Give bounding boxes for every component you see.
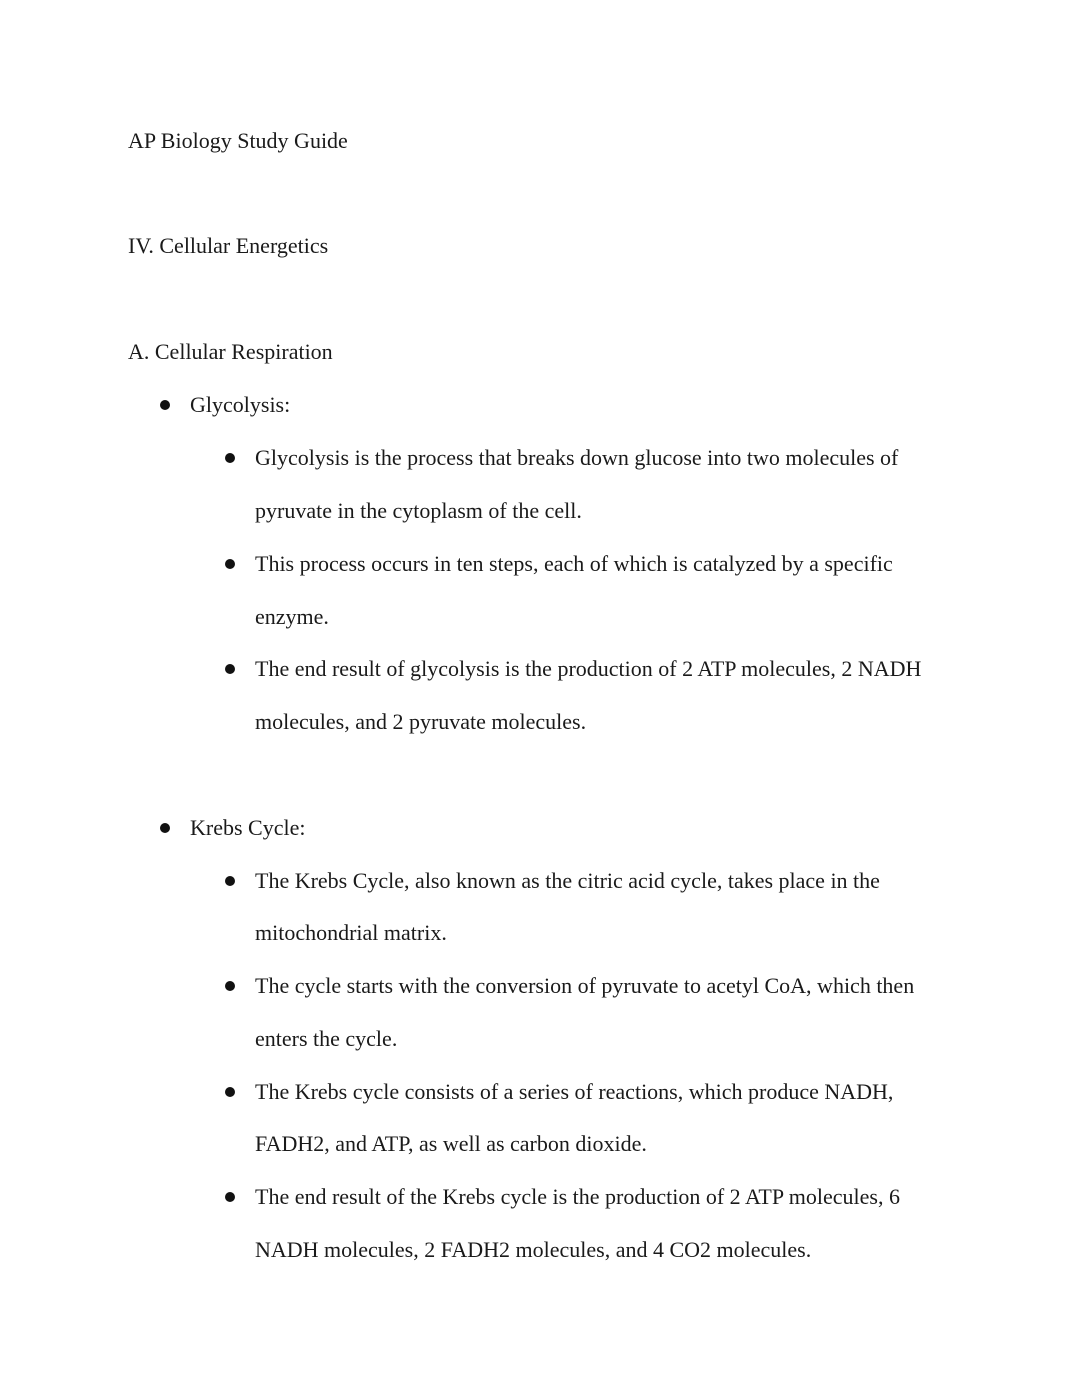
list-item-line: The Krebs cycle consists of a series of reactions, which produce NADH, xyxy=(255,1079,894,1104)
unit-heading: IV. Cellular Energetics xyxy=(128,233,329,258)
topic-heading: Glycolysis: xyxy=(190,392,291,417)
bullet-icon xyxy=(225,981,235,991)
bullet-icon xyxy=(225,1192,235,1202)
list-item-line: mitochondrial matrix. xyxy=(255,920,447,945)
bullet-icon xyxy=(225,453,235,463)
section-heading: A. Cellular Respiration xyxy=(128,339,333,364)
bullet-icon xyxy=(225,559,235,569)
list-item-line: pyruvate in the cytoplasm of the cell. xyxy=(255,498,582,523)
list-item-line: molecules, and 2 pyruvate molecules. xyxy=(255,709,587,734)
list-item-line: NADH molecules, 2 FADH2 molecules, and 4 CO2 molecules. xyxy=(255,1237,812,1262)
bullet-icon xyxy=(225,876,235,886)
list-item-line: FADH2, and ATP, as well as carbon dioxide. xyxy=(255,1131,647,1156)
topic-heading: Krebs Cycle: xyxy=(190,815,306,840)
list-item-line: This process occurs in ten steps, each of which is catalyzed by a specific xyxy=(255,551,893,576)
bullet-icon xyxy=(160,400,170,410)
list-item-line: enters the cycle. xyxy=(255,1026,398,1051)
list-item-line: The Krebs Cycle, also known as the citric acid cycle, takes place in the xyxy=(255,868,880,893)
list-item-line: The end result of the Krebs cycle is the production of 2 ATP molecules, 6 xyxy=(255,1184,900,1209)
document-title: AP Biology Study Guide xyxy=(128,128,348,153)
list-item-line: Glycolysis is the process that breaks down glucose into two molecules of xyxy=(255,445,899,470)
list-item-line: The end result of glycolysis is the production of 2 ATP molecules, 2 NADH xyxy=(255,656,922,681)
list-item-line: enzyme. xyxy=(255,604,329,629)
list-item-line: The cycle starts with the conversion of pyruvate to acetyl CoA, which then xyxy=(255,973,915,998)
bullet-icon xyxy=(160,823,170,833)
bullet-icon xyxy=(225,1087,235,1097)
bullet-icon xyxy=(225,664,235,674)
